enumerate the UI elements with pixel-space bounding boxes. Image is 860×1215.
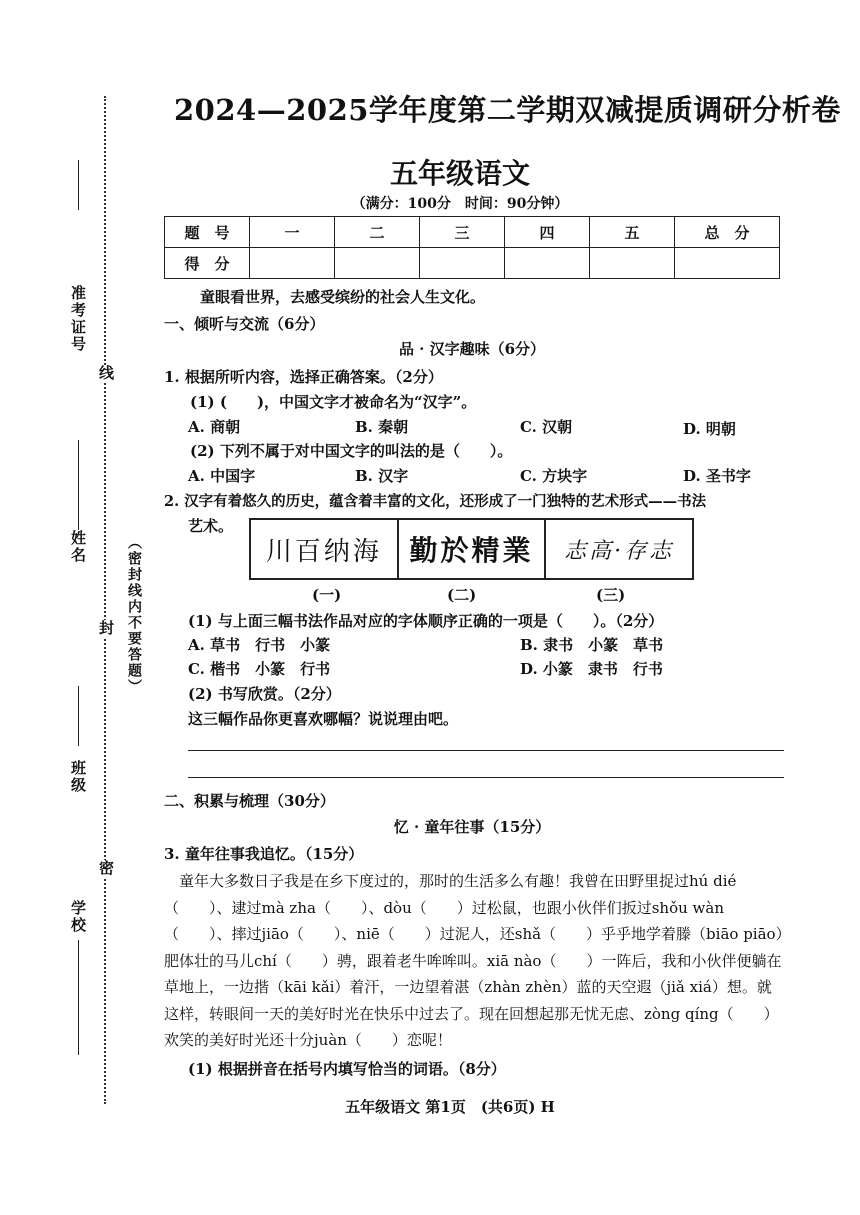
q1-2-option-a[interactable]: A. 中国字 xyxy=(188,467,256,485)
seal-mi-char: 密 xyxy=(97,860,115,877)
intro-text: 童眼看世界，去感受缤纷的社会人生文化。 xyxy=(200,288,486,306)
exam-id-label: 准考证号 xyxy=(69,285,87,353)
calligraphy-work-1: 川百纳海 xyxy=(251,520,399,578)
q2-1-text: (1) 与上面三幅书法作品对应的字体顺序正确的一项是（ ）。（2分） xyxy=(188,612,664,630)
q1-2-option-b[interactable]: B. 汉字 xyxy=(355,467,409,485)
name-underline xyxy=(78,440,79,530)
name-label: 姓名 xyxy=(69,530,87,564)
page-footer: 五年级语文 第1页 (共6页) H xyxy=(345,1098,555,1116)
score-input-cell[interactable] xyxy=(420,248,505,279)
calligraphy-work-3: 志高·存志 xyxy=(564,538,675,564)
score-table-cell: 题 号 xyxy=(165,217,250,248)
class-label: 班级 xyxy=(69,760,87,794)
q2-text-line2: 艺术。 xyxy=(188,517,234,535)
q1-1-option-c[interactable]: C. 汉朝 xyxy=(520,418,573,436)
q2-1-option-d[interactable]: D. 小篆 隶书 行书 xyxy=(520,660,663,678)
score-table-cell: 五 xyxy=(590,217,675,248)
score-table-cell: 得 分 xyxy=(165,248,250,279)
q2-1-option-c[interactable]: C. 楷书 小篆 行书 xyxy=(188,660,331,678)
q1-text: 1. 根据所听内容，选择正确答案。（2分） xyxy=(164,368,443,386)
score-table-score-row xyxy=(165,248,780,279)
score-input-cell[interactable] xyxy=(590,248,675,279)
q3-text: 3. 童年往事我追忆。（15分） xyxy=(164,845,364,863)
q1-1-option-b[interactable]: B. 秦朝 xyxy=(355,418,409,436)
q2-1-option-b[interactable]: B. 隶书 小篆 草书 xyxy=(520,636,664,654)
subject-title: 五年级语文 xyxy=(389,157,530,190)
q2-text-line1: 2. 汉字有着悠久的历史，蕴含着丰富的文化，还形成了一门独特的艺术形式——书法 xyxy=(164,493,707,510)
score-table-cell: 二 xyxy=(335,217,420,248)
score-input-cell[interactable] xyxy=(505,248,590,279)
calligraphy-label-1: (一) xyxy=(312,586,342,604)
score-info: （满分：100分 时间：90分钟） xyxy=(351,196,569,212)
answer-line-2[interactable] xyxy=(188,777,784,778)
score-input-cell[interactable] xyxy=(250,248,335,279)
score-table-cell: 四 xyxy=(505,217,590,248)
q3-paragraph: 童年大多数日子我是在乡下度过的，那时的生活多么有趣！我曾在田野里捉过hú dié（ ）、逮过mà zha（ ）、dòu（ ）过松鼠，也跟小伙伴们扳过shǒu wàn（ ）、摔过jiāo（ ）、niē（ ）过泥人，还shǎ（ ）乎乎地学着滕（biāo piāo）肥体壮的马儿chí（ ）骋，跟着老牛哞哞叫。xiā nào（ ）一阵后，我和小伙伴便躺在草地上，一边揩（kāi kǎi）着汗，一边望着湛（zhàn zhèn）蓝的天空遐（jiǎ xiá）想。就这样，转眼间一天的美好时光在快乐中过去了。现在回想起那无忧无虑、zòng qíng（ ）欢笑的美好时光还十分juàn（ ）恋呢！ xyxy=(164,872,784,1049)
calligraphy-work-2: 勤於精業 xyxy=(399,520,547,578)
q1-1-text: (1) ( )，中国文字才被命名为“汉字”。 xyxy=(190,393,477,411)
q1-1-option-d[interactable]: D. 明朝 xyxy=(683,420,736,438)
q1-1-option-a[interactable]: A. 商朝 xyxy=(188,418,241,436)
q2-1-option-a[interactable]: A. 草书 行书 小篆 xyxy=(188,636,331,654)
school-label: 学校 xyxy=(69,900,87,934)
score-table-cell: 三 xyxy=(420,217,505,248)
class-underline xyxy=(78,686,79,746)
calligraphy-panel xyxy=(249,518,694,580)
calligraphy-label-3: (三) xyxy=(596,586,626,604)
answer-line-1[interactable] xyxy=(188,750,784,751)
calligraphy-label-2: (二) xyxy=(447,586,477,604)
section2-title: 二、积累与梳理（30分） xyxy=(164,792,335,810)
q2-2-text: (2) 书写欣赏。（2分） xyxy=(188,685,341,703)
q1-2-option-c[interactable]: C. 方块字 xyxy=(520,467,588,485)
section1-subtitle: 品 · 汉字趣味（6分） xyxy=(398,340,546,358)
seal-notice: （密封线内不要答题） xyxy=(126,535,142,695)
score-table-header-row xyxy=(165,217,780,248)
q3-1-text: (1) 根据拼音在括号内填写恰当的词语。（8分） xyxy=(188,1060,506,1078)
section1-title: 一、倾听与交流（6分） xyxy=(164,315,325,333)
seal-line-char: 线 xyxy=(97,365,115,382)
school-underline xyxy=(78,940,79,1055)
score-table-cell: 一 xyxy=(250,217,335,248)
paper-title: 2024—2025学年度第二学期双减提质调研分析卷 xyxy=(174,93,841,127)
q2-2-prompt: 这三幅作品你更喜欢哪幅？说说理由吧。 xyxy=(188,710,459,728)
q1-2-text: (2) 下列不属于对中国文字的叫法的是（ ）。 xyxy=(190,442,513,460)
seal-dotted-line xyxy=(104,96,106,1104)
q1-2-option-d[interactable]: D. 圣书字 xyxy=(683,467,751,485)
score-table-cell: 总 分 xyxy=(675,217,780,248)
score-table xyxy=(164,216,780,279)
section2-subtitle: 忆 · 童年往事（15分） xyxy=(393,818,551,836)
score-input-cell[interactable] xyxy=(335,248,420,279)
seal-feng-char: 封 xyxy=(97,620,115,637)
score-input-cell[interactable] xyxy=(675,248,780,279)
